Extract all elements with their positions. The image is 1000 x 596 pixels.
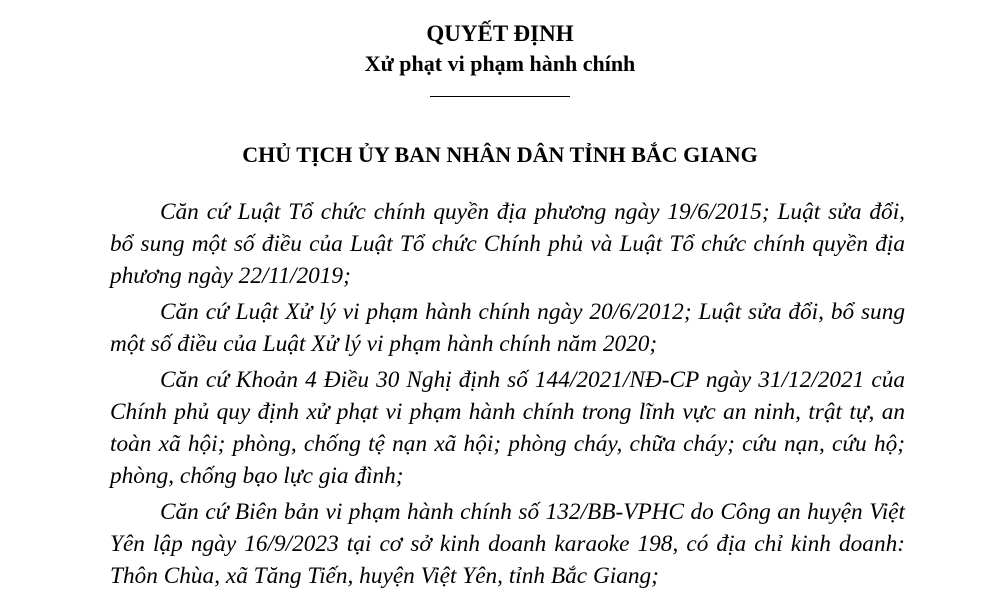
legal-basis-paragraph-2: Căn cứ Luật Xử lý vi phạm hành chính ngày 20/6/2012; Luật sửa đổi, bổ sung một số điều của Luật Xử lý vi phạm hành chính năm 2020; <box>110 299 905 357</box>
legal-basis-paragraph-1: Căn cứ Luật Tổ chức chính quyền địa phương ngày 19/6/2015; Luật sửa đổi, bổ sung một số điều của Luật Tổ chức Chính phủ và Luật Tổ chức chính quyền địa phương ngày 22/11/2019; <box>110 199 905 289</box>
legal-basis-paragraph-3: Căn cứ Khoản 4 Điều 30 Nghị định số 144/2021/NĐ-CP ngày 31/12/2021 của Chính phủ quy định xử phạt vi phạm hành chính trong lĩnh vực an ninh, trật tự, an toàn xã hội; phòng, chống tệ nạn xã hội; phòng cháy, chữa cháy; cứu nạn, cứu hộ; phòng, chống bạo lực gia đình; <box>110 367 905 489</box>
title-divider <box>430 96 570 97</box>
issuing-authority: CHỦ TỊCH ỦY BAN NHÂN DÂN TỈNH BẮC GIANG <box>242 142 758 167</box>
legal-basis-paragraph-4: Căn cứ Biên bản vi phạm hành chính số 132/BB-VPHC do Công an huyện Việt Yên lập ngày 16/9/2023 tại cơ sở kinh doanh karaoke 198, có địa chỉ kinh doanh: Thôn Chùa, xã Tăng Tiến, huyện Việt Yên, tỉnh Bắc Giang; <box>110 499 905 589</box>
document-title: QUYẾT ĐỊNH <box>426 21 574 46</box>
legal-basis-section <box>110 196 905 596</box>
document-subtitle: Xử phạt vi phạm hành chính <box>364 51 636 76</box>
